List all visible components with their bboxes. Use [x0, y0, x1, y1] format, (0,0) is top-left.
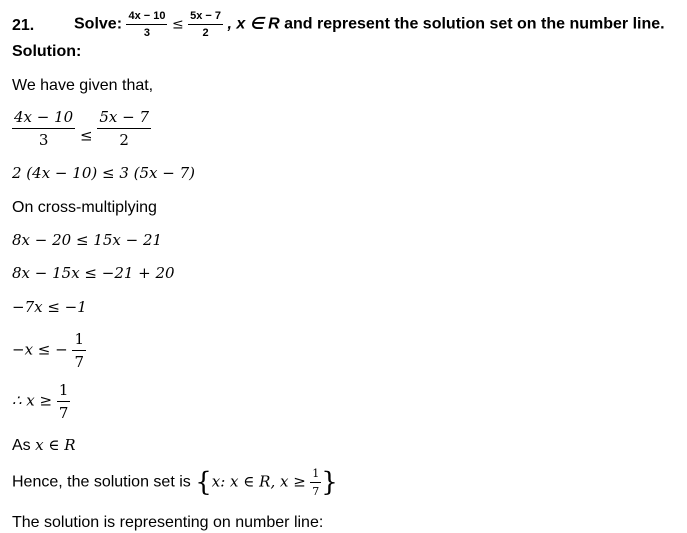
as-math: x ∈ R [35, 436, 76, 454]
step7-numerator: 1 [57, 381, 71, 402]
step-simplified: −7x ≤ −1 [12, 298, 87, 316]
step1-rhs-numerator: 5x − 7 [97, 108, 151, 129]
step1-lhs-fraction [12, 108, 75, 149]
question-domain: , x ∈ R [227, 15, 280, 33]
step6-lhs: −x ≤ − [12, 340, 68, 359]
question-instruction: and represent the solution set on the number line. [284, 15, 665, 33]
step7-fraction [57, 381, 71, 422]
step-multiplied: 8x − 20 ≤ 15x − 21 [12, 231, 163, 249]
set-denominator: 7 [312, 485, 320, 498]
step1-relation: ≤ [79, 126, 93, 145]
question-rhs-denominator: 2 [202, 27, 209, 39]
step-result [12, 381, 70, 422]
question-relation: ≤ [171, 16, 184, 33]
step-fraction-inequality [12, 108, 151, 149]
question-rhs-numerator: 5x − 7 [188, 10, 223, 25]
step1-lhs-denominator: 3 [38, 131, 49, 149]
step1-rhs-denominator: 2 [119, 131, 129, 149]
question-lhs-numerator: 4x − 10 [126, 10, 167, 25]
step-rearranged: 8x − 15x ≤ −21 + 20 [12, 264, 175, 282]
number-line-text: The solution is representing on number line: [12, 514, 324, 531]
step-divided [12, 330, 86, 371]
question-rhs-fraction [188, 10, 223, 39]
step7-denominator: 7 [58, 404, 69, 422]
step6-fraction [72, 330, 86, 371]
set-numerator: 1 [310, 467, 321, 483]
solution-set-statement [12, 467, 338, 498]
step7-lhs: ∴ x ≥ [12, 391, 53, 410]
question-statement [74, 10, 665, 39]
cross-multiply-text: On cross-multiplying [12, 199, 157, 216]
set-close-brace: } [321, 467, 338, 498]
intro-text: We have given that, [12, 77, 154, 94]
set-math: x: x ∈ R, x ≥ [211, 472, 306, 491]
solve-label: Solve: [74, 15, 123, 33]
step1-lhs-numerator: 4x − 10 [12, 108, 75, 129]
question-lhs-fraction [126, 10, 167, 39]
hence-text: Hence, the solution set is [12, 473, 191, 491]
as-label: As [12, 437, 31, 454]
question-number: 21. [12, 17, 35, 34]
domain-statement [12, 436, 76, 455]
step-expanded: 2 (4x − 10) ≤ 3 (5x − 7) [12, 164, 195, 182]
step6-numerator: 1 [72, 330, 86, 351]
solution-heading: Solution: [12, 43, 82, 60]
set-open-brace: { [195, 467, 212, 498]
step1-rhs-fraction [97, 108, 151, 149]
set-fraction [310, 467, 321, 498]
step6-denominator: 7 [74, 353, 85, 371]
question-lhs-denominator: 3 [143, 27, 151, 39]
